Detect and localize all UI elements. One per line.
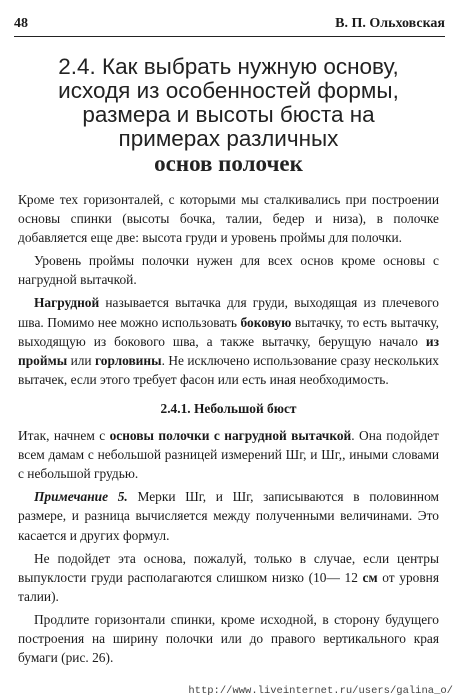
section-title-bold: основ полочек [154,151,303,176]
note-label: Примечание 5. [34,489,128,505]
paragraph: Продлите горизонтали спинки, кроме исходной, в сторону будущего построения на ширину полочки или до правого вертикального края бумаги (рис. 26). [18,611,439,666]
section-title-main: 2.4. Как выбрать нужную основу, исходя из особенностей формы, размера и высоты бюста на примерах различных [58,54,399,151]
section-title [30,55,427,176]
text-run: Не подойдет эта основа, пожалуй, только в случае, если центры выпуклости груди располагаются слишком низко (10— 12 [18,550,439,585]
running-author: В. П. Ольховская [335,16,445,31]
term-bold: Нагрудной [34,295,100,311]
text-run: Итак, начнем с [18,428,110,444]
paragraph [18,549,439,606]
paragraph: Кроме тех горизонталей, с которыми мы сталкивались при построении основы спинки (высоты бочка, талии, бедер и низа), в полочке добавляется еще две: высота груди и уровень проймы для полочки. [18,192,439,246]
term-bold: см [362,569,378,585]
paragraph [18,293,439,388]
subsection-heading: 2.4.1. Небольшой бюст [160,400,297,416]
text-run: от уровня талии). [18,569,439,604]
term-bold: боковую [240,314,292,330]
text-run: . Она подойдет всем дамам с небольшой разницей измерений Шг, и Шг,, иными словами с небольшой грудью. [18,428,439,482]
text-run: . Не исключено использование сразу нескольких вытачек, если этого требует фасон или есть иная необходимость. [18,352,439,387]
paragraph [18,426,439,483]
body-text [18,190,439,667]
term-bold: из проймы [18,333,439,368]
text-run: или [67,352,96,368]
term-bold: горловины [95,352,162,368]
text-run: называется вытачка для груди, выходящая из плечевого шва. Помимо нее можно использовать [18,295,439,330]
source-watermark: http://www.liveinternet.ru/users/galina_o/ [188,685,453,697]
text-run: вытачку, то есть вытачку, выходящую из бокового шва, а также вытачку, берущую начало [18,314,439,349]
page-header [14,14,445,37]
page-number: 48 [14,16,28,31]
note-paragraph [18,487,439,544]
text-run: Мерки Шг, и Шг, записываются в половинном размере, и разница вычисляется между полученными величинами. Это касается и других формул. [18,489,439,543]
term-bold: основы полочки с нагрудной вытачкой [109,428,352,444]
paragraph: Уровень проймы полочки нужен для всех основ кроме основы с нагрудной вытачкой. [18,253,439,288]
